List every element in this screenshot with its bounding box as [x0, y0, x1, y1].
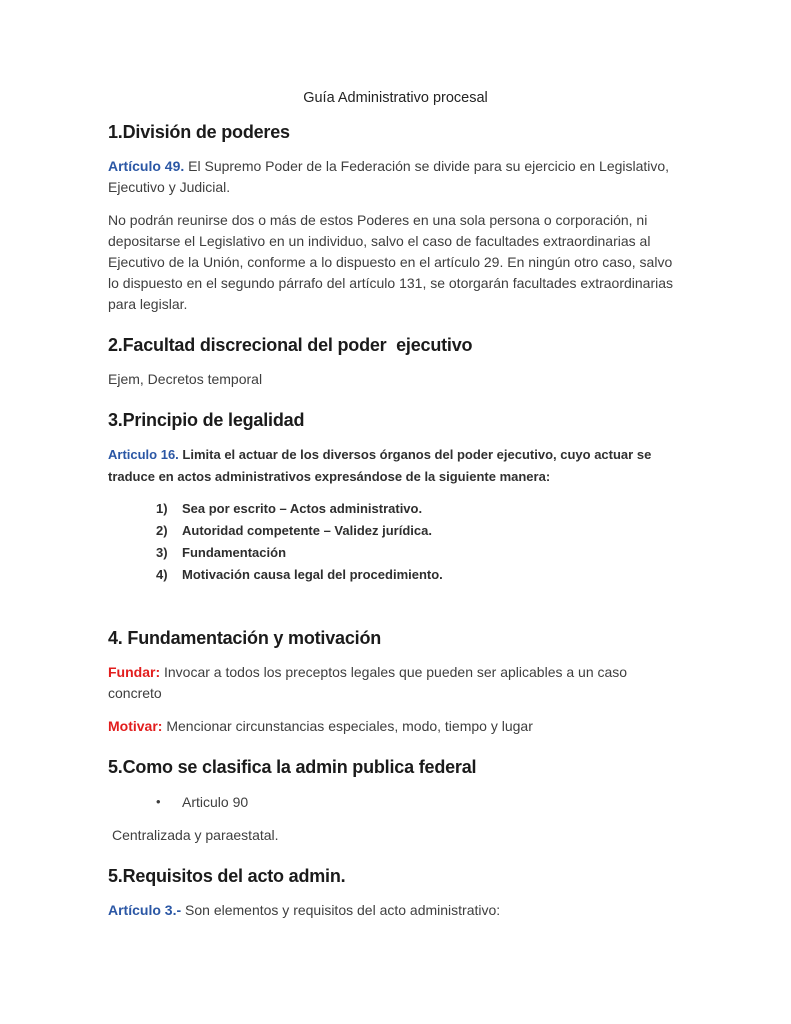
- articulo-16-text: Limita el actuar de los diversos órganos del poder ejecutivo, cuyo actuar se traduce en actos administrativos expresándose de la siguiente manera:: [108, 447, 652, 484]
- list-item: [108, 542, 683, 564]
- articulo-49-text: El Supremo Poder de la Federación se divide para su ejercicio en Legislativo, Ejecutivo y Judicial.: [108, 158, 670, 195]
- heading-requisitos-del-acto-admin: 5.Requisitos del acto admin.: [108, 866, 346, 886]
- heading-clasificacion-admin-publica: 5.Como se clasifica la admin publica federal: [108, 757, 477, 777]
- list-item-number: 1): [156, 501, 168, 516]
- list-item-text: Fundamentación: [182, 545, 287, 560]
- articulo-3-label: Artículo 3.-: [108, 902, 182, 918]
- paragraph-fundar: [108, 662, 683, 704]
- list-item-number: 2): [156, 523, 168, 538]
- list-item-text: Autoridad competente – Validez jurídica.: [182, 523, 432, 538]
- paragraph-motivar: [108, 716, 683, 737]
- fundar-text: Invocar a todos los preceptos legales que pueden ser aplicables a un caso concreto: [108, 664, 628, 701]
- motivar-label: Motivar:: [108, 718, 163, 734]
- paragraph-ejem-decretos: Ejem, Decretos temporal: [108, 371, 263, 387]
- list-item-text: Motivación causa legal del procedimiento.: [182, 567, 443, 582]
- paragraph-no-podran-reunirse: No podrán reunirse dos o más de estos Poderes en una sola persona o corporación, ni depositarse el Legislativo en un individuo, salvo el caso de facultades extraordinarias al Ejecutivo de la Unión, conforme a lo dispuesto en el artículo 29. En ningún otro caso, salvo lo dispuesto en el segundo párrafo del artículo 131, se otorgarán facultades extraordinarias para legislar.: [108, 212, 674, 312]
- list-item-text: Sea por escrito – Actos administrativo.: [182, 501, 423, 516]
- paragraph-articulo-49: [108, 156, 683, 198]
- motivar-text: Mencionar circunstancias especiales, modo, tiempo y lugar: [166, 718, 533, 734]
- bullet-item-text: Articulo 90: [182, 794, 249, 810]
- articulo-3-text: Son elementos y requisitos del acto administrativo:: [185, 902, 501, 918]
- list-item-number: 3): [156, 545, 168, 560]
- heading-division-de-poderes: 1.División de poderes: [108, 122, 290, 142]
- bullet-icon: •: [156, 794, 161, 809]
- heading-principio-de-legalidad: 3.Principio de legalidad: [108, 410, 305, 430]
- paragraph-articulo-3: [108, 900, 683, 921]
- bullet-item-articulo-90: [108, 791, 683, 813]
- articulo-49-label: Artículo 49.: [108, 158, 185, 174]
- document-title: Guía Administrativo procesal: [303, 90, 488, 106]
- articulo-16-label: Articulo 16.: [108, 447, 179, 462]
- paragraph-articulo-16: [108, 444, 683, 488]
- list-item: [108, 498, 683, 520]
- requisitos-numbered-list: [108, 498, 683, 586]
- heading-facultad-discrecional: 2.Facultad discrecional del poder ejecutivo: [108, 335, 473, 355]
- paragraph-centralizada: Centralizada y paraestatal.: [112, 827, 279, 843]
- list-item: [108, 564, 683, 586]
- list-item: [108, 520, 683, 542]
- list-item-number: 4): [156, 567, 168, 582]
- fundar-label: Fundar:: [108, 664, 161, 680]
- heading-fundamentacion-y-motivacion: 4. Fundamentación y motivación: [108, 628, 382, 648]
